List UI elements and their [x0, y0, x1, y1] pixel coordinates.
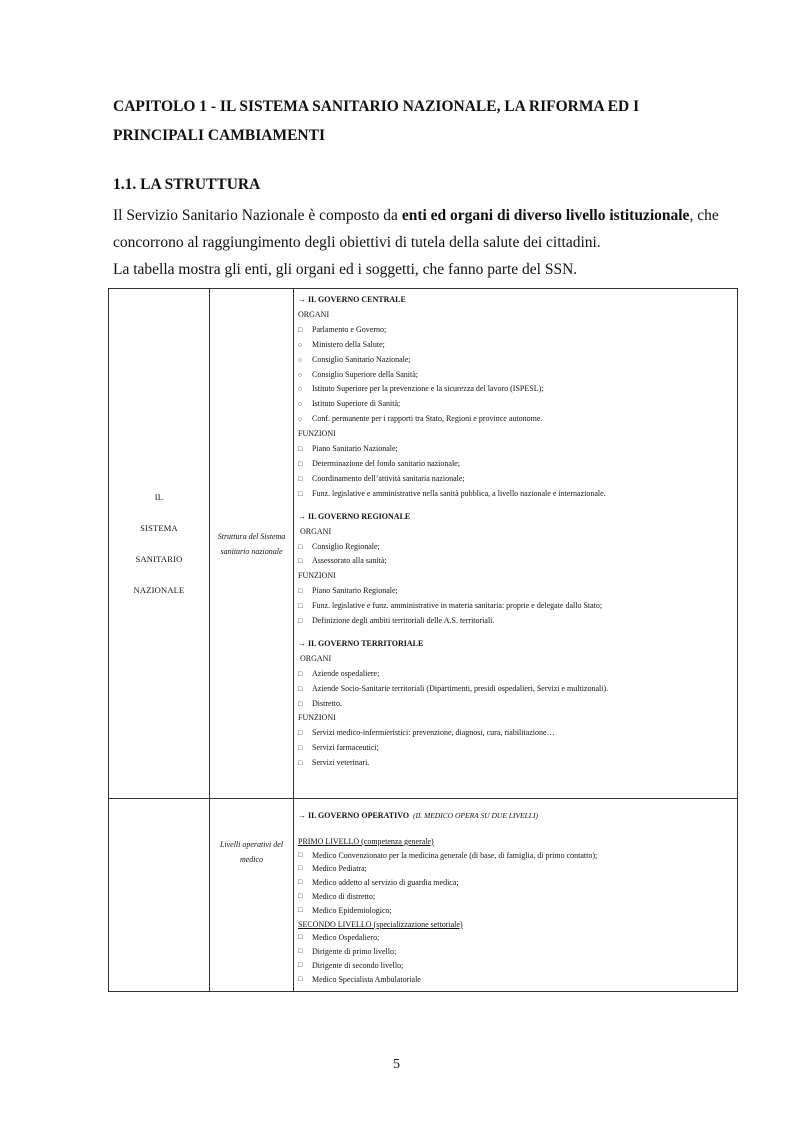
list-item	[298, 726, 733, 741]
list-item-text: Distretto.	[312, 698, 342, 708]
list-item-text: Assessorato alla sanità;	[312, 556, 387, 566]
list-item	[298, 599, 733, 614]
list-item	[298, 904, 733, 918]
bullet-icon: □	[298, 891, 303, 900]
list-item-text: Funz. legislative e funz. amministrative in materia sanitaria: proprie e delegate dallo Stato;	[312, 601, 603, 611]
page-number: 5	[393, 1057, 400, 1072]
central-funzioni-list	[298, 442, 733, 502]
list-item-text: Dirigente di primo livello;	[312, 947, 397, 957]
bullet-icon: □	[298, 542, 303, 551]
operative-heading: → IL GOVERNO OPERATIVO (IL MEDICO OPERA SU DUE LIVELLI)	[298, 811, 538, 820]
first-level-label: PRIMO LIVELLO (competenza generale)	[298, 836, 434, 846]
bullet-icon: □	[298, 744, 303, 753]
bullet-icon: ○	[298, 415, 303, 424]
list-item-text: Determinazione del fondo sanitario nazionale;	[312, 458, 460, 468]
list-item-text: Servizi veterinari.	[312, 758, 370, 768]
table-row	[109, 799, 738, 992]
bullet-icon: □	[298, 905, 303, 914]
system-name-line: IL	[154, 491, 164, 502]
list-item-text: Medico Ospedaliero;	[312, 933, 380, 943]
bullet-icon: □	[298, 474, 303, 483]
list-item	[298, 667, 733, 682]
list-item	[298, 540, 733, 555]
list-item-text: Servizi farmaceutici;	[312, 743, 379, 753]
row-label-structure	[210, 289, 294, 799]
arrow-icon: →	[298, 295, 306, 304]
arrow-icon: →	[298, 511, 306, 521]
paragraph-intro	[113, 202, 753, 256]
bullet-icon: □	[298, 947, 303, 956]
chapter-title: CAPITOLO 1 - IL SISTEMA SANITARIO NAZIONALE, LA RIFORMA ED I PRINCIPALI CAMBIAMENTI	[113, 98, 640, 144]
table-row	[109, 289, 738, 799]
territorial-funzioni-list	[298, 726, 733, 771]
list-item	[298, 353, 733, 368]
central-funzioni-label: FUNZIONI	[298, 429, 336, 439]
bullet-icon: □	[298, 459, 303, 468]
list-item-text: Definizione degli ambiti territoriali delle A.S. territoriali.	[312, 616, 495, 626]
first-level-list	[298, 849, 733, 918]
list-item-text: Coordinamento dell’attività sanitaria nazionale;	[312, 473, 465, 483]
system-name-line: SISTEMA	[140, 522, 178, 533]
bullet-icon: □	[298, 759, 303, 768]
list-item-text: Conf. permanente per i rapporti tra Stato, Regioni e province autonome.	[312, 414, 543, 424]
territorial-organi-label: ORGANI	[300, 653, 332, 663]
paragraph-intro-post: , che concorrono al raggiungimento degli obiettivi di tutela della salute dei cittadini.	[113, 207, 719, 251]
list-item	[298, 397, 733, 412]
list-item-text: Servizi medico-infermieristici: prevenzione, diagnosi, cura, riabilitazione…	[312, 728, 555, 738]
bullet-icon: □	[298, 850, 303, 859]
bullet-icon: □	[298, 933, 303, 942]
list-item	[298, 323, 733, 338]
bullet-icon: □	[298, 684, 303, 693]
bullet-icon: ○	[298, 385, 303, 394]
system-name-cell	[109, 289, 210, 799]
structure-content-cell	[294, 289, 738, 799]
list-item-text: Ministero della Salute;	[312, 339, 385, 349]
territorial-funzioni-label: FUNZIONI	[298, 713, 336, 723]
ssn-structure-table	[108, 288, 738, 992]
list-item-text: Aziende Socio-Sanitarie territoriali (Dipartimenti, presidi ospedalieri, Servizi e multizonali).	[312, 683, 609, 693]
bullet-icon: ○	[298, 400, 303, 409]
list-item	[298, 756, 733, 771]
list-item	[298, 472, 733, 487]
row-label-line: Livelli operativi del	[219, 840, 284, 849]
bullet-icon: □	[298, 617, 303, 626]
bullet-icon: □	[298, 587, 303, 596]
operative-content-cell	[294, 799, 738, 992]
second-level-list	[298, 931, 733, 986]
list-item	[298, 457, 733, 472]
bullet-icon: □	[298, 960, 303, 969]
row-label-line: sanitario nazionale	[220, 546, 283, 556]
bullet-icon: □	[298, 878, 303, 887]
list-item	[298, 890, 733, 904]
list-item	[298, 959, 733, 973]
central-organi-label: ORGANI	[298, 309, 330, 319]
system-name-line: SANITARIO	[135, 553, 183, 564]
arrow-icon: →	[298, 811, 306, 820]
list-item-text: Medico Convenzionato per la medicina generale (di base, di famiglia, di primo contatto);	[312, 850, 598, 860]
bullet-icon: ○	[298, 355, 303, 364]
list-item	[298, 614, 733, 629]
list-item-text: Piano Sanitario Nazionale;	[312, 444, 398, 454]
bullet-icon: □	[298, 864, 303, 873]
regional-funzioni-label: FUNZIONI	[298, 571, 336, 581]
list-item	[298, 931, 733, 945]
list-item	[298, 487, 733, 502]
system-name-line: NAZIONALE	[133, 584, 185, 595]
territorial-organi-list	[298, 667, 733, 712]
regional-organi-list	[298, 540, 733, 570]
list-item	[298, 382, 733, 397]
list-item	[298, 338, 733, 353]
list-item	[298, 368, 733, 383]
paragraph-table-intro: La tabella mostra gli enti, gli organi ed i soggetti, che fanno parte del SSN.	[113, 261, 578, 278]
arrow-icon: →	[298, 638, 306, 648]
central-heading: → IL GOVERNO CENTRALE	[298, 295, 406, 304]
territorial-heading: → IL GOVERNO TERRITORIALE	[298, 638, 424, 648]
list-item	[298, 945, 733, 959]
list-item	[298, 876, 733, 890]
list-item-text: Aziende ospedaliere;	[312, 668, 380, 678]
list-item	[298, 682, 733, 697]
list-item-text: Parlamento e Governo;	[312, 324, 387, 334]
bullet-icon: □	[298, 489, 303, 498]
list-item	[298, 862, 733, 876]
regional-organi-label: ORGANI	[300, 526, 332, 536]
regional-funzioni-list	[298, 584, 733, 629]
bullet-icon: ○	[298, 370, 303, 379]
paragraph-intro-bold: enti ed organi di diverso livello istituzionale	[401, 207, 690, 224]
bullet-icon: □	[298, 699, 303, 708]
list-item-text: Medico di distretto;	[312, 891, 376, 901]
bullet-icon: □	[298, 669, 303, 678]
central-organi-list	[298, 323, 733, 427]
list-item	[298, 442, 733, 457]
list-item-text: Consiglio Regionale;	[312, 541, 380, 551]
list-item-text: Istituto Superiore per la prevenzione e la sicurezza del lavoro (ISPESL);	[312, 384, 544, 394]
list-item	[298, 973, 733, 987]
list-item-text: Istituto Superiore di Sanità;	[312, 399, 401, 409]
list-item	[298, 697, 733, 712]
bullet-icon: □	[298, 974, 303, 983]
operative-note: (IL MEDICO OPERA SU DUE LIVELLI)	[413, 811, 538, 820]
list-item-text: Medico Specialista Ambulatoriale	[312, 974, 421, 984]
list-item-text: Medico Epidemiologico;	[312, 905, 392, 915]
bullet-icon: ○	[298, 340, 303, 349]
bullet-icon: □	[298, 325, 303, 334]
list-item-text: Funz. legislative e amministrative nella sanità pubblica, a livello nazionale e internazionale.	[312, 488, 606, 498]
list-item	[298, 849, 733, 863]
list-item-text: Consiglio Sanitario Nazionale;	[312, 354, 411, 364]
bullet-icon: □	[298, 557, 303, 566]
paragraph-intro-pre: Il Servizio Sanitario Nazionale è composto da	[113, 207, 402, 224]
section-title: 1.1. LA STRUTTURA	[113, 176, 261, 193]
bullet-icon: □	[298, 445, 303, 454]
list-item-text: Consiglio Superiore della Sanità;	[312, 369, 418, 379]
list-item	[298, 554, 733, 569]
empty-cell	[109, 799, 210, 992]
bullet-icon: □	[298, 602, 303, 611]
list-item-text: Piano Sanitario Regionale;	[312, 586, 398, 596]
list-item	[298, 741, 733, 756]
list-item	[298, 412, 733, 427]
bullet-icon: □	[298, 729, 303, 738]
row-label-line: medico	[239, 855, 264, 864]
list-item	[298, 584, 733, 599]
row-label-line: Struttura del Sistema	[217, 531, 286, 541]
row-label-operative	[210, 799, 294, 992]
list-item-text: Dirigente di secondo livello;	[312, 960, 404, 970]
second-level-label: SECONDO LIVELLO (specializzazione settoriale)	[298, 919, 463, 929]
list-item-text: Medico Pediatra;	[312, 864, 367, 874]
list-item-text: Medico addetto al servizio di guardia medica;	[312, 878, 459, 888]
regional-heading: → IL GOVERNO REGIONALE	[298, 511, 411, 521]
